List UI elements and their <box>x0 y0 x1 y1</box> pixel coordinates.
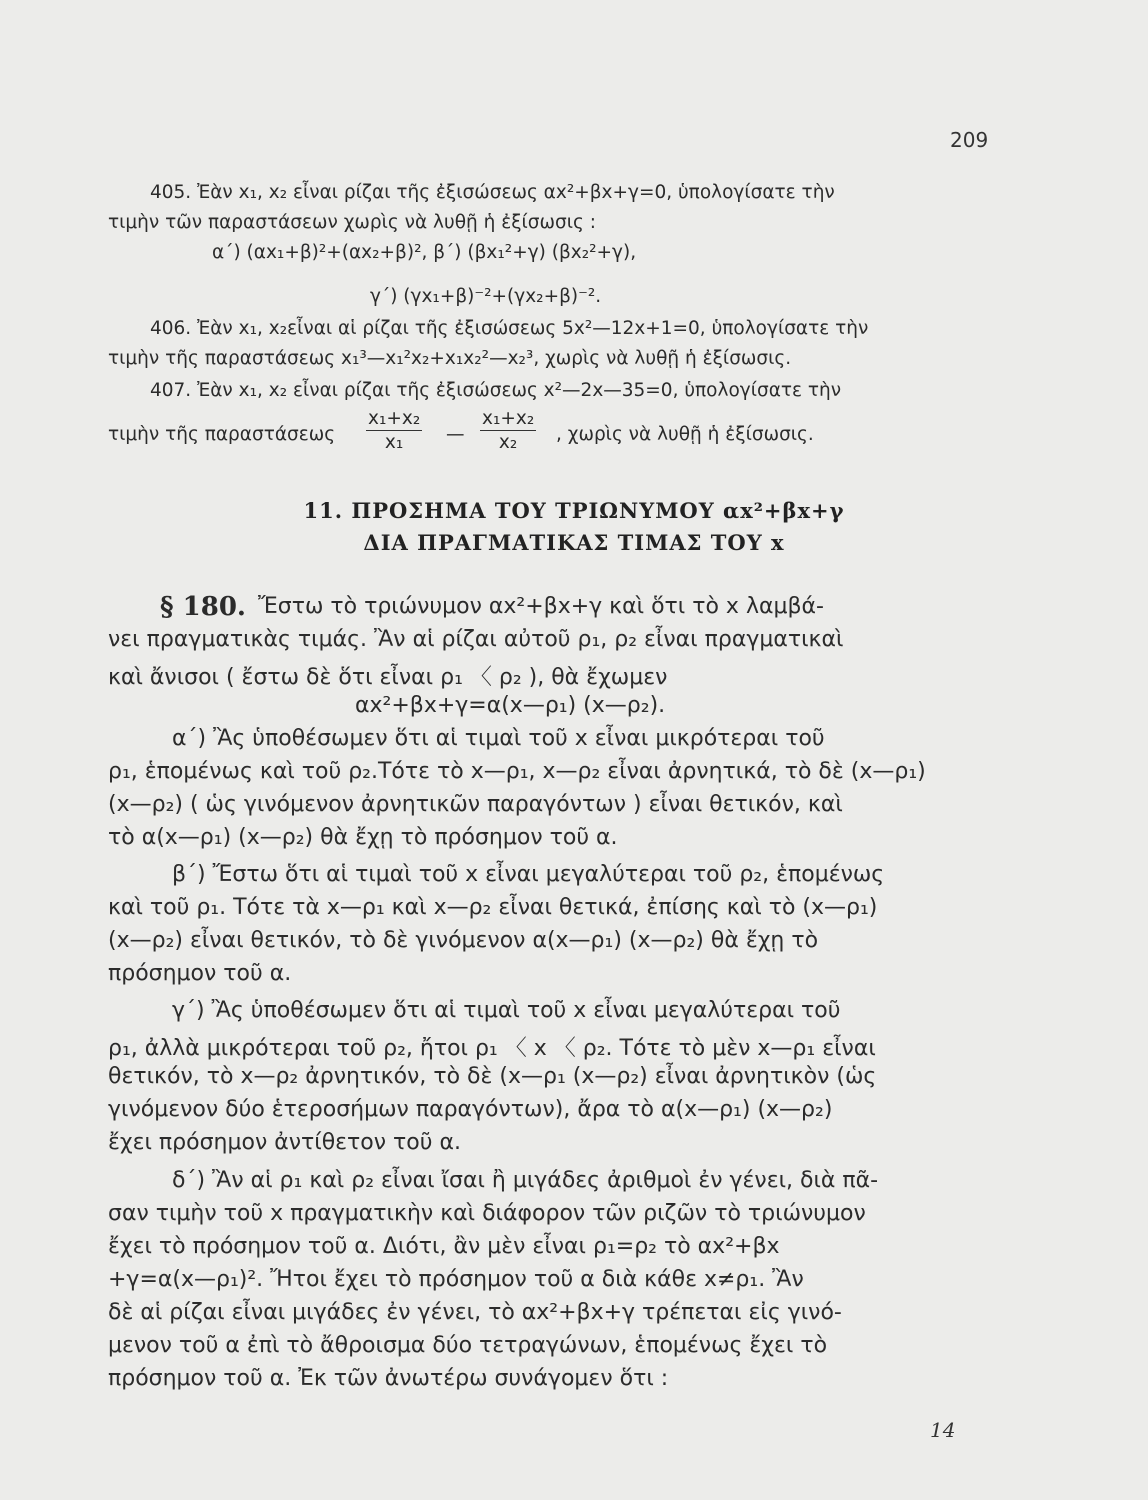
body-line-6: ρ₁, ἑπομένως καὶ τοῦ ρ₂.Τότε τὸ x—ρ₁, x—ρ₂ εἶναι ἀρνητικά, τὸ δὲ (x—ρ₁) <box>108 759 926 784</box>
exercise-405-line-3: α΄) (αx₁+β)²+(αx₂+β)², β΄) (βx₁²+γ) (βx₂²+γ), <box>212 242 637 263</box>
body-line-11: (x—ρ₂) εἶναι θετικόν, τὸ δὲ γινόμενον α(x—ρ₁) (x—ρ₂) θὰ ἔχῃ τὸ <box>108 928 819 953</box>
body-line-10: καὶ τοῦ ρ₁. Τότε τὰ x—ρ₁ καὶ x—ρ₂ εἶναι θετικά, ἐπίσης καὶ τὸ (x—ρ₁) <box>108 895 878 920</box>
exercise-406-line-1: 406. Ἐὰν x₁, x₂εἶναι αἱ ρίζαι τῆς ἐξισώσεως 5x²—12x+1=0, ὑπολογίσατε τὴν <box>150 318 869 339</box>
section-180-label: § 180. <box>160 592 246 622</box>
body-line-21: +γ=α(x—ρ₁)². Ἤτοι ἔχει τὸ πρόσημον τοῦ α διὰ κάθε x≠ρ₁. Ἂν <box>108 1267 804 1292</box>
section-heading-line-1: 11. ΠΡΟΣΗΜΑ ΤΟΥ ΤΡΙΩΝΥΜΟΥ αx²+βx+γ <box>303 498 845 523</box>
fraction-1-numerator: x₁+x₂ <box>368 408 421 429</box>
body-line-12: πρόσημον τοῦ α. <box>108 961 292 986</box>
body-line-18: δ΄) Ἂν αἱ ρ₁ καὶ ρ₂ εἶναι ἴσαι ἢ μιγάδες ἀριθμοὶ ἐν γένει, διὰ πᾶ- <box>172 1168 879 1193</box>
exercise-407-prefix: τιμὴν τῆς παραστάσεως <box>108 424 336 445</box>
body-line-1: Ἔστω τὸ τριώνυμον αx²+βx+γ καὶ ὅτι τὸ x λαμβά- <box>258 594 824 619</box>
body-line-19: σαν τιμὴν τοῦ x πραγματικὴν καὶ διάφορον τῶν ριζῶν τὸ τριώνυμον <box>108 1201 866 1226</box>
minus-sign: — <box>446 424 465 445</box>
exercise-406-line-2: τιμὴν τῆς παραστάσεως x₁³—x₁²x₂+x₁x₂²—x₂³, χωρὶς νὰ λυθῇ ἡ ἐξίσωσις. <box>108 348 792 369</box>
body-line-13: γ΄) Ἂς ὑποθέσωμεν ὅτι αἱ τιμαὶ τοῦ x εἶναι μεγαλύτεραι τοῦ <box>172 998 841 1023</box>
body-line-16: γινόμενον δύο ἑτεροσήμων παραγόντων), ἄρα τὸ α(x—ρ₁) (x—ρ₂) <box>108 1097 833 1122</box>
body-line-24: πρόσημον τοῦ α. Ἐκ τῶν ἀνωτέρω συνάγομεν ὅτι : <box>108 1366 669 1391</box>
exercise-407-suffix: , χωρὶς νὰ λυθῇ ἡ ἐξίσωσις. <box>556 424 814 445</box>
body-line-23: μενον τοῦ α ἐπὶ τὸ ἄθροισμα δύο τετραγώνων, ἑπομένως ἔχει τὸ <box>108 1333 828 1358</box>
fraction-1-denominator: x₁ <box>384 432 404 453</box>
exercise-405-line-2: τιμὴν τῶν παραστάσεων χωρὶς νὰ λυθῇ ἡ ἐξίσωσις : <box>108 212 596 233</box>
signature-mark: 14 <box>930 1418 956 1442</box>
fraction-1 <box>366 408 422 453</box>
fraction-2-numerator: x₁+x₂ <box>482 408 535 429</box>
body-line-9: β΄) Ἔστω ὅτι αἱ τιμαὶ τοῦ x εἶναι μεγαλύτεραι τοῦ ρ₂, ἑπομένως <box>172 862 885 887</box>
body-line-17: ἔχει πρόσημον ἀντίθετον τοῦ α. <box>108 1130 461 1155</box>
section-heading-line-2: ΔΙΑ ΠΡΑΓΜΑΤΙΚΑΣ ΤΙΜΑΣ ΤΟΥ x <box>363 530 785 555</box>
body-equation: αx²+βx+γ=α(x—ρ₁) (x—ρ₂). <box>355 693 666 718</box>
body-line-2: νει πραγματικὰς τιμάς. Ἂν αἱ ρίζαι αὐτοῦ ρ₁, ρ₂ εἶναι πραγματικαὶ <box>108 627 844 652</box>
body-line-5: α΄) Ἂς ὑποθέσωμεν ὅτι αἱ τιμαὶ τοῦ x εἶναι μικρότεραι τοῦ <box>172 726 825 751</box>
body-line-22: δὲ αἱ ρίζαι εἶναι μιγάδες ἐν γένει, τὸ αx²+βx+γ τρέπεται εἰς γινό- <box>108 1300 842 1325</box>
exercise-407-line-1: 407. Ἐὰν x₁, x₂ εἶναι ρίζαι τῆς ἐξισώσεως x²—2x—35=0, ὑπολογίσατε τὴν <box>150 380 842 401</box>
body-line-14: ρ₁, ἀλλὰ μικρότεραι τοῦ ρ₂, ἤτοι ρ₁ 〈 x 〈 ρ₂. Τότε τὸ μὲν x—ρ₁ εἶναι <box>108 1036 876 1061</box>
fraction-2-denominator: x₂ <box>498 432 518 453</box>
section-number <box>160 592 246 622</box>
exercise-405-line-1: 405. Ἐὰν x₁, x₂ εἶναι ρίζαι τῆς ἐξισώσεως αx²+βx+γ=0, ὑπολογίσατε τὴν <box>150 182 835 203</box>
body-line-8: τὸ α(x—ρ₁) (x—ρ₂) θὰ ἔχῃ τὸ πρόσημον τοῦ α. <box>108 825 618 850</box>
body-line-3: καὶ ἄνισοι ( ἔστω δὲ ὅτι εἶναι ρ₁ 〈 ρ₂ ), θὰ ἔχωμεν <box>108 665 668 690</box>
fraction-2 <box>480 408 536 453</box>
body-line-15: θετικόν, τὸ x—ρ₂ ἀρνητικόν, τὸ δὲ (x—ρ₁ (x—ρ₂) εἶναι ἀρνητικὸν (ὡς <box>108 1064 877 1089</box>
body-line-7: (x—ρ₂) ( ὡς γινόμενον ἀρνητικῶν παραγόντων ) εἶναι θετικόν, καὶ <box>108 792 843 817</box>
page-number: 209 <box>950 128 989 152</box>
body-line-20: ἔχει τὸ πρόσημον τοῦ α. Διότι, ἂν μὲν εἶναι ρ₁=ρ₂ τὸ αx²+βx <box>108 1234 780 1259</box>
exercise-405-line-4: γ΄) (γx₁+β)⁻²+(γx₂+β)⁻². <box>370 286 602 307</box>
